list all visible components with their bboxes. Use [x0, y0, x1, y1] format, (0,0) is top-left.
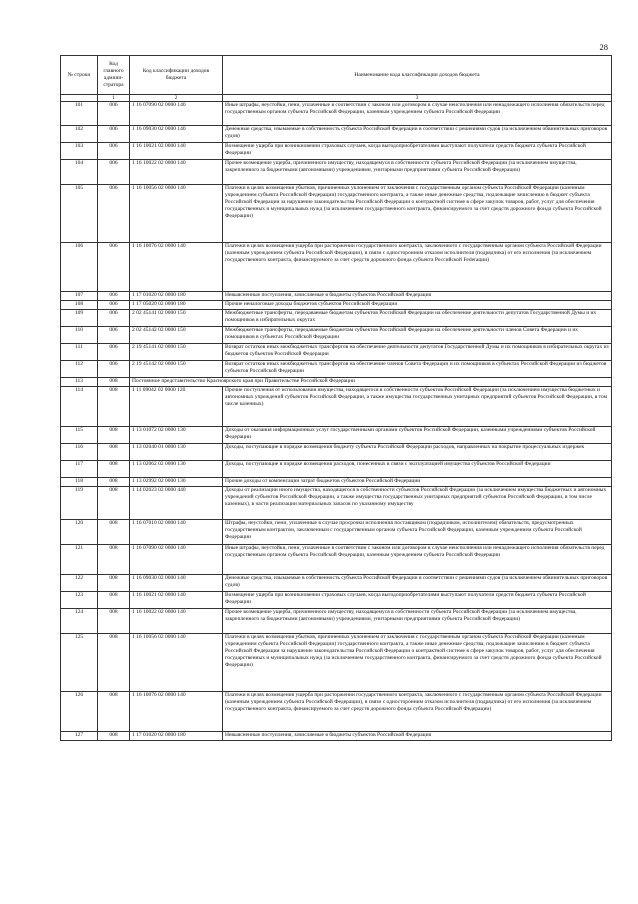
row-number-cell: 116	[61, 444, 98, 461]
classification-code-cell: 1 16 09030 02 0000 140	[130, 126, 223, 143]
classification-name-cell: Возмещение ущерба при возникновении страховых случаев, когда выгодоприобретателями выступают получатели средств бюджета субъекта Российской Федерации	[223, 143, 612, 160]
admin-code-cell: 008	[98, 487, 130, 520]
table-row	[61, 520, 612, 545]
classification-code-cell: 1 13 02062 02 0000 130	[130, 461, 223, 478]
row-number-cell: 118	[61, 478, 98, 487]
table-row	[61, 732, 612, 741]
table-row	[61, 160, 612, 185]
classification-code-cell: 1 16 07090 02 0000 140	[130, 545, 223, 575]
classification-code-cell: 1 17 01020 02 0000 180	[130, 292, 223, 301]
admin-code-cell: 006	[98, 102, 130, 126]
classification-name-cell: Доходы от реализации иного имущества, находящегося в собственности субъектов Российской Федерации (за исключением имущества бюджетных и автономных учреждений субъектов Российской Федерации, а также имущества государственных унитарных предприятий субъектов Российской Федерации, в том числе казенных), в части реализации материальных запасов по указанному имуществу	[223, 487, 612, 520]
classification-code-cell: 1 16 10021 02 0000 140	[130, 143, 223, 160]
admin-code-cell: 008	[98, 444, 130, 461]
admin-code-cell: 006	[98, 301, 130, 310]
row-number-cell: 106	[61, 243, 98, 292]
table-row	[61, 692, 612, 732]
page-number: 28	[599, 42, 608, 52]
revenue-classification-table	[60, 55, 612, 741]
classification-name-cell: Прочие доходы от компенсации затрат бюджетов субъектов Российской Федерации	[223, 478, 612, 487]
table-row	[61, 243, 612, 292]
row-number-cell: 127	[61, 732, 98, 741]
table-row	[61, 327, 612, 344]
classification-name-cell: Доходы, поступающие в порядке возмещения расходов, понесенных в связи с эксплуатацией имущества субъектов Российской Федерации	[223, 461, 612, 478]
table-row	[61, 387, 612, 427]
classification-name-cell: Платежи в целях возмещения убытков, причиненных уклонением от заключения с государственным органом субъекта Российской Федерации (казенным учреждением субъекта Российской Федерации) государственного контракта, а также иные денежные средства, подлежащие зачислению в бюджет субъекта Российской Федерации за нарушение законодательства Российской Федерации о контрактной системе в сфере закупок товаров, работ, услуг для обеспечения государственных и муниципальных нужд (за исключением государственного контракта, финансируемого за счет средств дорожного фонда субъекта Российской Федерации)	[223, 185, 612, 243]
table-body	[61, 102, 612, 741]
row-number-cell: 120	[61, 520, 98, 545]
table-row	[61, 545, 612, 575]
row-number-cell: 112	[61, 361, 98, 378]
admin-code-cell: 008	[98, 378, 130, 387]
table-row	[61, 301, 612, 310]
admin-code-cell: 008	[98, 545, 130, 575]
row-number-cell: 122	[61, 575, 98, 592]
header-classification-name: Наименование кода классификации доходов бюджета	[223, 56, 612, 95]
classification-name-cell: Иные штрафы, неустойки, пени, уплаченные в соответствии с законом или договором в случае неисполнения или ненадлежащего исполнения обязательств перед государственным органом субъекта Российской Федерации, казенным учреждением субъекта Российской Федерации	[223, 102, 612, 126]
column-number: 1	[98, 95, 130, 102]
classification-code-cell: 1 16 10056 02 0000 140	[130, 185, 223, 243]
classification-code-cell: 2 02 45142 02 0000 150	[130, 327, 223, 344]
row-number-cell: 102	[61, 126, 98, 143]
admin-code-cell: 008	[98, 387, 130, 427]
admin-code-cell: 008	[98, 520, 130, 545]
row-number-cell: 113	[61, 378, 98, 387]
classification-name-cell: Возврат остатков иных межбюджетных трансфертов на обеспечение членов Совета Федерации и их помощников в субъектах Российской Федерации из бюджетов субъектов Российской Федерации	[223, 361, 612, 378]
header-admin-code: Код главного админи-стратора	[98, 56, 130, 95]
classification-code-cell: 1 14 02023 02 0000 440	[130, 487, 223, 520]
table-row	[61, 378, 612, 387]
row-number-cell: 109	[61, 310, 98, 327]
row-number-cell: 124	[61, 609, 98, 634]
admin-code-cell: 008	[98, 609, 130, 634]
classification-name-cell: Возврат остатков иных межбюджетных трансфертов на обеспечение деятельности депутатов Государственной Думы и их помощников в избирательных округах из бюджетов субъектов Российской Федерации	[223, 344, 612, 361]
admin-code-cell: 006	[98, 243, 130, 292]
row-number-cell: 117	[61, 461, 98, 478]
classification-name-cell: Прочее возмещение ущерба, причиненного имуществу, находящемуся в собственности субъекта Российской Федерации (за исключением имущества, закрепленного за бюджетными (автономными) учреждениями, унитарными предприятиями субъекта Российской Федерации)	[223, 160, 612, 185]
table-row	[61, 478, 612, 487]
admin-code-cell: 008	[98, 634, 130, 692]
classification-code-cell: 1 16 10021 02 0000 140	[130, 592, 223, 609]
admin-code-cell: 006	[98, 143, 130, 160]
admin-code-cell: 006	[98, 310, 130, 327]
admin-code-cell: 006	[98, 292, 130, 301]
admin-code-cell: 006	[98, 344, 130, 361]
table-row	[61, 634, 612, 692]
row-number-cell: 111	[61, 344, 98, 361]
row-number-cell: 115	[61, 427, 98, 444]
classification-code-cell: 1 17 05020 02 0000 180	[130, 301, 223, 310]
table-row	[61, 361, 612, 378]
classification-code-cell: 2 19 45142 02 0000 150	[130, 361, 223, 378]
table-row	[61, 185, 612, 243]
classification-name-cell: Денежные средства, изымаемые в собственность субъекта Российской Федерации в соответствии с решениями судов (за исключением обвинительных приговоров судов)	[223, 575, 612, 592]
classification-code-cell: 1 16 10076 02 0000 140	[130, 243, 223, 292]
classification-name-cell: Платежи в целях возмещения ущерба при расторжении государственного контракта, заключенного с государственным органом субъекта Российской Федерации (казенным учреждением субъекта Российской Федерации), в связи с односторонним отказом исполнителя (подрядчика) от его исполнения (за исключением государственного контракта, финансируемого за счет средств дорожного фонда субъекта Российской Federации)	[223, 243, 612, 292]
classification-name-cell: Иные штрафы, неустойки, пени, уплаченные в соответствии с законом или договором в случае неисполнения или ненадлежащего исполнения обязательств перед государственным органом субъекта Российской Федерации, казенным учреждением субъекта Российской Федерации	[223, 545, 612, 575]
classification-name-cell: Платежи в целях возмещения ущерба при расторжении государственного контракта, заключенного с государственным органом субъекта Российской Федерации (казенным учреждением субъекта Российской Федерации), в связи с односторонним отказом исполнителя (подрядчика) от его исполнения (за исключением государственного контракта, финансируемого за счет средств дорожного фонда субъекта Российской Федерации)	[223, 692, 612, 732]
admin-code-cell: 008	[98, 592, 130, 609]
classification-code-cell: 1 13 02040 01 0000 130	[130, 444, 223, 461]
classification-name-cell: Межбюджетные трансферты, передаваемые бюджетам субъектов Российской Федерации на обеспечение деятельности членов Совета Федерации и их помощников в субъектах Российской Федерации	[223, 327, 612, 344]
header-classification-code: Код классификации доходов бюджета	[130, 56, 223, 95]
table-row	[61, 487, 612, 520]
admin-code-cell: 006	[98, 185, 130, 243]
classification-code-cell: 1 16 07010 02 0000 140	[130, 520, 223, 545]
table-row	[61, 592, 612, 609]
classification-code-cell: 1 16 10056 02 0000 140	[130, 634, 223, 692]
row-number-cell: 119	[61, 487, 98, 520]
row-number-cell: 108	[61, 301, 98, 310]
row-number-cell: 101	[61, 102, 98, 126]
classification-code-cell: 1 16 10076 02 0000 140	[130, 692, 223, 732]
classification-code-cell: 1 16 07090 02 0000 140	[130, 102, 223, 126]
classification-code-cell: 2 02 45141 02 0000 150	[130, 310, 223, 327]
row-number-cell: 105	[61, 185, 98, 243]
classification-code-cell: 1 13 01072 02 0000 130	[130, 427, 223, 444]
classification-name-cell: Штрафы, неустойки, пени, уплаченные в случае просрочки исполнения поставщиком (подрядчиком, исполнителем) обязательств, предусмотренных государственным контрактом, заключенным с государственным органом субъекта Российской Федерации, казенным учреждением субъекта Российской Федерации	[223, 520, 612, 545]
row-number-cell: 123	[61, 592, 98, 609]
column-number: 2	[130, 95, 223, 102]
row-number-cell: 107	[61, 292, 98, 301]
classification-name-cell: Межбюджетные трансферты, передаваемые бюджетам субъектов Российской Федерации на обеспечение деятельности депутатов Государственной Думы и их помощников в избирательных округах	[223, 310, 612, 327]
admin-code-cell: 008	[98, 732, 130, 741]
table-row	[61, 575, 612, 592]
classification-name-cell: Доходы, поступающие в порядке возмещения бюджету субъекта Российской Федерации расходов, направленных на покрытие процессуальных издержек	[223, 444, 612, 461]
table-row	[61, 143, 612, 160]
row-number-cell: 103	[61, 143, 98, 160]
table-row	[61, 427, 612, 444]
table-row	[61, 102, 612, 126]
admin-code-cell: 006	[98, 361, 130, 378]
row-number-cell: 121	[61, 545, 98, 575]
admin-code-cell: 006	[98, 160, 130, 185]
classification-name-cell: Доходы от оказания информационных услуг государственными органами субъектов Российской Федерации, казенными учреждениями субъектов Российской Федерации	[223, 427, 612, 444]
admin-code-cell: 008	[98, 461, 130, 478]
admin-code-cell: 008	[98, 692, 130, 732]
row-number-cell: 110	[61, 327, 98, 344]
admin-code-cell: 006	[98, 327, 130, 344]
table-row	[61, 292, 612, 301]
admin-name-cell: Постоянное представительство Красноярского края при Правительстве Российской Федерации	[130, 378, 612, 387]
classification-name-cell: Денежные средства, изымаемые в собственность субъекта Российской Федерации в соответствии с решениями судов (за исключением обвинительных приговоров судов)	[223, 126, 612, 143]
row-number-cell: 125	[61, 634, 98, 692]
admin-code-cell: 008	[98, 575, 130, 592]
classification-code-cell: 1 11 09042 02 0000 120	[130, 387, 223, 427]
classification-code-cell: 2 19 45141 02 0000 150	[130, 344, 223, 361]
classification-name-cell: Прочие поступления от использования имущества, находящегося в собственности субъектов Российской Федерации (за исключением имущества бюджетных и автономных учреждений субъектов Российской Федерации, а также имущества государственных унитарных предприятий субъектов Российской Федерации, в том числе казенных)	[223, 387, 612, 427]
table-row	[61, 310, 612, 327]
table-row	[61, 444, 612, 461]
classification-name-cell: Прочие неналоговые доходы бюджетов субъектов Российской Федерации	[223, 301, 612, 310]
classification-code-cell: 1 16 10022 02 0000 140	[130, 609, 223, 634]
table-row	[61, 126, 612, 143]
classification-name-cell: Прочее возмещение ущерба, причиненного имуществу, находящемуся в собственности субъекта Российской Федерации (за исключением имущества, закрепленного за бюджетными (автономными) учреждениями, унитарными предприятиями субъекта Российской Федерации)	[223, 609, 612, 634]
admin-code-cell: 008	[98, 478, 130, 487]
table-row	[61, 461, 612, 478]
classification-code-cell: 1 17 01020 02 0000 180	[130, 732, 223, 741]
table-row	[61, 344, 612, 361]
column-number: 3	[223, 95, 612, 102]
header-row-number: № строки	[61, 56, 98, 95]
admin-code-cell: 006	[98, 126, 130, 143]
classification-name-cell: Возмещение ущерба при возникновении страховых случаев, когда выгодоприобретателями выступают получатели средств бюджета субъекта Российской Федерации	[223, 592, 612, 609]
table-header-row	[61, 56, 612, 95]
classification-name-cell: Невыясненные поступления, зачисляемые в бюджеты субъектов Российской Федерации	[223, 292, 612, 301]
classification-code-cell: 1 16 10022 02 0000 140	[130, 160, 223, 185]
row-number-cell: 104	[61, 160, 98, 185]
column-number	[61, 95, 98, 102]
admin-code-cell: 008	[98, 427, 130, 444]
row-number-cell: 114	[61, 387, 98, 427]
column-number-row	[61, 95, 612, 102]
classification-name-cell: Платежи в целях возмещения убытков, причиненных уклонением от заключения с государственным органом субъекта Российской Федерации (казенным учреждением субъекта Российской Федерации) государственного контракта, а также иные денежные средства, подлежащие зачислению в бюджет субъекта Российской Федерации за нарушение законодательства Российской Федерации о контрактной системе в сфере закупок товаров, работ, услуг для обеспечения государственных и муниципальных нужд (за исключением государственного контракта, финансируемого за счет средств дорожного фонда субъекта Российской Федерации)	[223, 634, 612, 692]
table-row	[61, 609, 612, 634]
classification-name-cell: Невыясненные поступления, зачисляемые в бюджеты субъектов Российской Федерации	[223, 732, 612, 741]
row-number-cell: 126	[61, 692, 98, 732]
classification-code-cell: 1 16 09030 02 0000 140	[130, 575, 223, 592]
classification-code-cell: 1 13 02992 02 0000 130	[130, 478, 223, 487]
